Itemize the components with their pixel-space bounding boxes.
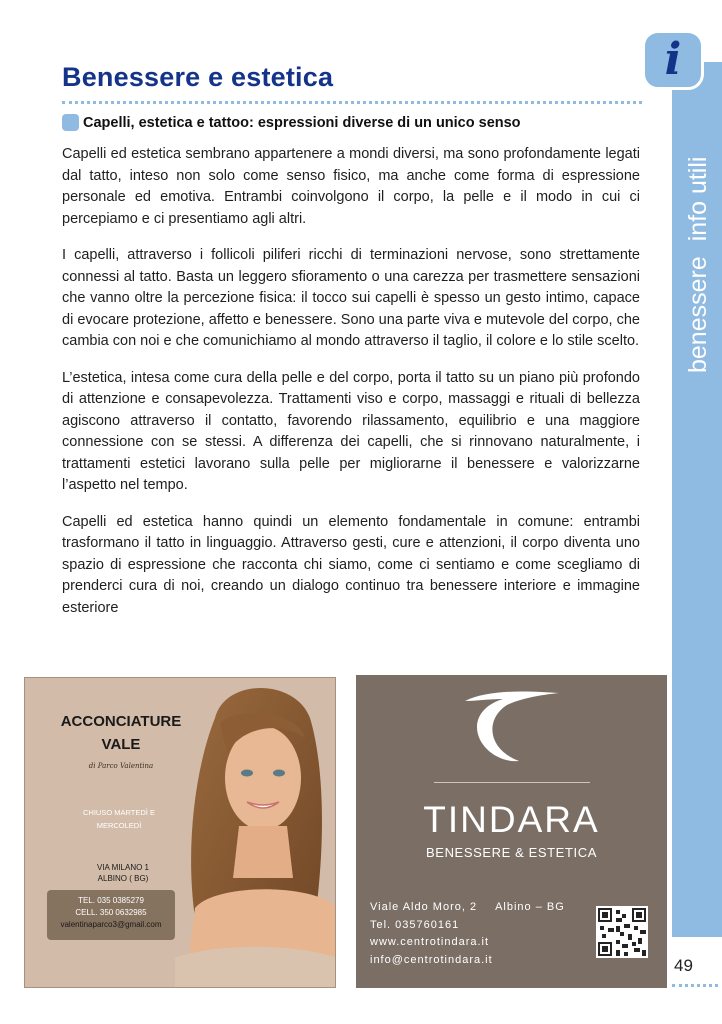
tindara-tagline: BENESSERE & ESTETICA [426,845,597,860]
tindara-address-line [370,899,590,917]
salon-city: ALBINO ( BG) [97,874,149,883]
paragraph-1: Capelli ed estetica sembrano appartenere a mondi diversi, ma sono profondamente legati dal tatto, inteso non solo come senso fisico, ma anche come forma di espressione personale ed emotiva. Entrambi coinvolgono il corpo, la pelle e il modo in cui ci percepiamo e ci presentiamo agli altri. [62,146,640,227]
tindara-name: TINDARA [423,799,600,840]
salon-tel: TEL. 035 0385279 [78,896,144,905]
page-number: 49 [674,956,693,975]
closing-line2: MERCOLEDÌ [96,821,142,830]
salon-email: valentinaparco3@gmail.com [60,920,162,929]
salon-closing-days [39,806,199,832]
info-icon [642,30,704,90]
paragraph-3: L’estetica, intesa come cura della pelle e del corpo, porta il tatto su un piano più profondo di attenzione e consapevolezza. Trattamenti viso e corpo, massaggi e rituali di bellezza agiscono attraverso il contatto, favorendo rilassamento, equilibrio e una maggiore connessione con se stessi. A differenza dei capelli, che si rinnovano naturalmente, i trattamenti estetici lavorano sulla pelle per migliorarne il benessere e valorizzarne l’aspetto nel tempo. [62,369,640,493]
tindara-logo-icon [459,687,564,769]
section-subtitle [62,114,521,131]
salon-name [33,710,209,756]
page-title: Benessere e estetica [62,62,334,92]
salon-name-line2: VALE [101,736,141,753]
article-body [62,144,640,634]
salon-street: VIA MILANO 1 [96,863,150,872]
salon-address [63,862,183,884]
tindara-tel: Tel. 035760161 [370,918,460,931]
paragraph-4: Capelli ed estetica hanno quindi un elemento fondamentale in comune: entrambi trasformano il tatto in linguaggio. Attraverso gesti, cure e attenzioni, il corpo diventa uno spazio di espressione che racconta chi siamo, come ci sentiamo e come scegliamo di prenderci cura di noi, creando un dialogo continuo tra benessere interiore e immagine esteriore [62,513,640,616]
closing-line1: CHIUSO MARTEDÌ E [83,808,155,817]
subtitle-marker-icon [62,114,79,131]
ad-tindara [356,675,667,988]
sidebar-label-light: benessere [684,256,712,373]
salon-name-line1: ACCONCIATURE [60,713,182,730]
sidebar-label [672,95,722,375]
tindara-web: www.centrotindara.it [370,936,490,948]
info-letter: i [664,34,682,85]
paragraph-2: I capelli, attraverso i follicoli piliferi ricchi di terminazioni nervose, sono strettamente connessi al tatto. Basta un leggero sfioramento o una carezza per trasmettere sensazioni che vanno oltre la percezione fisica: il tocco sui capelli è spesso un gesto intimo, capace di evocare protezione, affetto e benessere. Sono una parte viva e mutevole del corpo, che cambia con noi e che comunichiamo al mondo attraverso il taglio, il colore e lo stile scelto. [62,247,640,349]
qr-code-icon [596,906,648,958]
ad-acconciature-vale [24,677,336,988]
subtitle-text: Capelli, estetica e tattoo: espressioni diverse di un unico senso [83,114,521,131]
sidebar-label-bold: info utili [684,156,712,242]
tindara-city: Albino – BG [495,901,565,913]
tindara-divider [434,782,590,783]
tindara-street: Viale Aldo Moro, 2 [370,901,478,913]
svg-text:benessere info utili [684,157,712,373]
tindara-contacts [370,899,590,969]
tindara-email: info@centrotindara.it [370,953,493,966]
title-divider [62,101,642,104]
salon-contacts-box [47,890,175,940]
salon-owner: di Parco Valentina [88,762,154,770]
salon-cell: CELL. 350 0632985 [75,908,147,917]
page-number-dots [672,984,718,987]
